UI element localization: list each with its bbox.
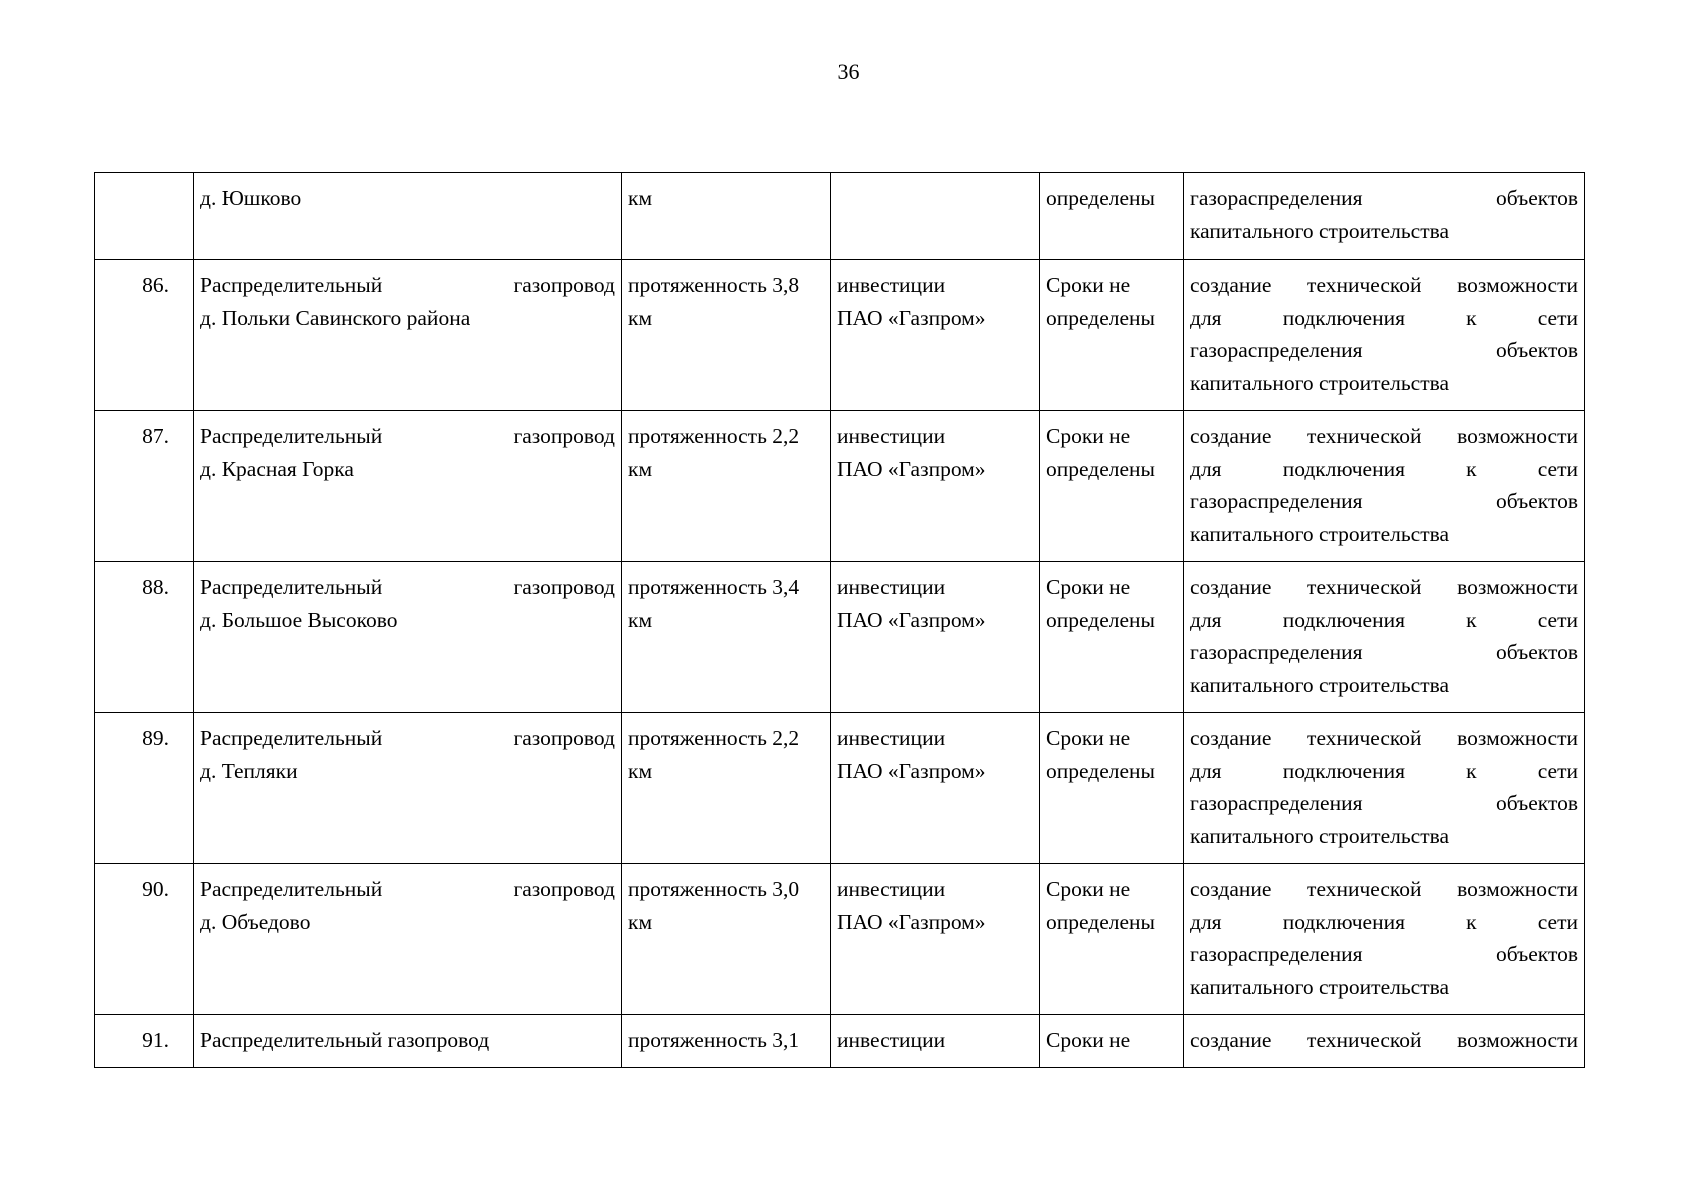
cell-line: д. Объедово (200, 909, 311, 934)
cell-line: инвестиции (837, 726, 946, 750)
deadline-cell (1040, 713, 1184, 864)
cell-line: газораспределения объектов (1190, 186, 1578, 210)
cell-line: определены (1046, 758, 1155, 783)
cell-line: протяженность 2,2 (628, 726, 800, 750)
funding-source-cell (831, 260, 1040, 411)
table-row (95, 562, 1585, 713)
purpose-cell (1184, 864, 1585, 1015)
cell-line: определены (1046, 186, 1155, 210)
funding-source-cell (831, 562, 1040, 713)
row-number-cell (95, 1015, 194, 1068)
capacity-cell (622, 411, 831, 562)
table-row (95, 864, 1585, 1015)
object-name-cell (194, 411, 622, 562)
deadline-cell (1040, 173, 1184, 260)
table-row (95, 173, 1585, 260)
purpose-cell (1184, 260, 1585, 411)
object-name-cell (194, 864, 622, 1015)
cell-line: инвестиции (837, 1028, 946, 1052)
funding-source-cell (831, 1015, 1040, 1068)
cell-line: капитального строительства (1190, 218, 1450, 243)
funding-source-cell (831, 864, 1040, 1015)
table-row (95, 260, 1585, 411)
cell-line: определены (1046, 607, 1155, 632)
cell-line: создание технической возможности (1190, 1028, 1578, 1052)
row-number: 88. (142, 575, 169, 599)
cell-line: Распределительный газопровод (200, 273, 615, 297)
cell-line: ПАО «Газпром» (837, 909, 986, 934)
cell-line: Сроки не (1046, 1028, 1131, 1052)
cell-line: газораспределения объектов (1190, 338, 1578, 362)
cell-line: протяженность 3,8 (628, 273, 800, 297)
cell-line: инвестиции (837, 273, 946, 297)
cell-line: протяженность 3,1 (628, 1028, 800, 1052)
cell-line: Сроки не (1046, 575, 1131, 599)
cell-line: газораспределения объектов (1190, 640, 1578, 664)
cell-line: д. Тепляки (200, 758, 298, 783)
cell-line: Сроки не (1046, 877, 1131, 901)
cell-line: д. Большое Высоково (200, 607, 398, 632)
cell-line: капитального строительства (1190, 823, 1450, 848)
capacity-cell (622, 1015, 831, 1068)
cell-line: д. Польки Савинского района (200, 305, 471, 330)
object-name-cell (194, 1015, 622, 1068)
cell-line: создание технической возможности (1190, 273, 1578, 297)
cell-line: для подключения к сети (1190, 758, 1578, 783)
cell-line: газораспределения объектов (1190, 489, 1578, 513)
cell-line: км (628, 305, 653, 330)
cell-line: протяженность 2,2 (628, 424, 800, 448)
cell-line: км (628, 607, 653, 632)
row-number-cell (95, 411, 194, 562)
row-number: 89. (142, 726, 169, 750)
cell-line: ПАО «Газпром» (837, 456, 986, 481)
row-number: 87. (142, 424, 169, 448)
cell-line: Распределительный газопровод (200, 726, 615, 750)
cell-line: Сроки не (1046, 424, 1131, 448)
capacity-cell (622, 260, 831, 411)
deadline-cell (1040, 260, 1184, 411)
page-number: 36 (837, 59, 860, 84)
cell-line: км (628, 758, 653, 783)
cell-line: км (628, 456, 653, 481)
cell-line: газораспределения объектов (1190, 791, 1578, 815)
cell-line: создание технической возможности (1190, 424, 1578, 448)
funding-source-cell (831, 173, 1040, 260)
purpose-cell (1184, 173, 1585, 260)
cell-line: км (628, 186, 653, 210)
cell-line: д. Юшково (200, 186, 302, 210)
purpose-cell (1184, 562, 1585, 713)
row-number-cell (95, 864, 194, 1015)
cell-line: протяженность 3,4 (628, 575, 800, 599)
row-number: 86. (142, 273, 169, 297)
cell-line: создание технической возможности (1190, 726, 1578, 750)
cell-line: капитального строительства (1190, 521, 1450, 546)
cell-line: определены (1046, 909, 1155, 934)
object-name-cell (194, 713, 622, 864)
cell-line: Сроки не (1046, 726, 1131, 750)
cell-line: капитального строительства (1190, 370, 1450, 395)
cell-line: д. Красная Горка (200, 456, 354, 481)
cell-line: ПАО «Газпром» (837, 607, 986, 632)
cell-line: ПАО «Газпром» (837, 305, 986, 330)
object-name-cell (194, 260, 622, 411)
cell-line: Распределительный газопровод (200, 424, 615, 448)
table-row (95, 1015, 1585, 1068)
row-number-cell (95, 260, 194, 411)
cell-line: определены (1046, 305, 1155, 330)
gas-pipeline-table (94, 172, 1585, 1068)
cell-line: для подключения к сети (1190, 607, 1578, 632)
purpose-cell (1184, 411, 1585, 562)
row-number: 91. (142, 1028, 169, 1052)
cell-line: Распределительный газопровод (200, 575, 615, 599)
row-number-cell (95, 562, 194, 713)
cell-line: определены (1046, 456, 1155, 481)
row-number-cell (95, 173, 194, 260)
purpose-cell (1184, 1015, 1585, 1068)
cell-line: Распределительный газопровод (200, 877, 615, 901)
capacity-cell (622, 173, 831, 260)
deadline-cell (1040, 864, 1184, 1015)
deadline-cell (1040, 1015, 1184, 1068)
deadline-cell (1040, 411, 1184, 562)
cell-line: создание технической возможности (1190, 575, 1578, 599)
purpose-cell (1184, 713, 1585, 864)
row-number: 90. (142, 877, 169, 901)
cell-line: инвестиции (837, 575, 946, 599)
cell-line: инвестиции (837, 424, 946, 448)
row-number-cell (95, 713, 194, 864)
object-name-cell (194, 173, 622, 260)
cell-line: капитального строительства (1190, 974, 1450, 999)
deadline-cell (1040, 562, 1184, 713)
cell-line: ПАО «Газпром» (837, 758, 986, 783)
capacity-cell (622, 864, 831, 1015)
cell-line: км (628, 909, 653, 934)
cell-line: газораспределения объектов (1190, 942, 1578, 966)
capacity-cell (622, 713, 831, 864)
funding-source-cell (831, 713, 1040, 864)
cell-line: Сроки не (1046, 273, 1131, 297)
cell-line: для подключения к сети (1190, 909, 1578, 934)
table-body (95, 173, 1585, 1068)
cell-line: создание технической возможности (1190, 877, 1578, 901)
cell-line: протяженность 3,0 (628, 877, 800, 901)
cell-line: инвестиции (837, 877, 946, 901)
cell-line: капитального строительства (1190, 672, 1450, 697)
table-row (95, 713, 1585, 864)
cell-line: для подключения к сети (1190, 456, 1578, 481)
object-name-cell (194, 562, 622, 713)
capacity-cell (622, 562, 831, 713)
table-row (95, 411, 1585, 562)
cell-line: Распределительный газопровод (200, 1028, 490, 1052)
cell-line: для подключения к сети (1190, 305, 1578, 330)
funding-source-cell (831, 411, 1040, 562)
